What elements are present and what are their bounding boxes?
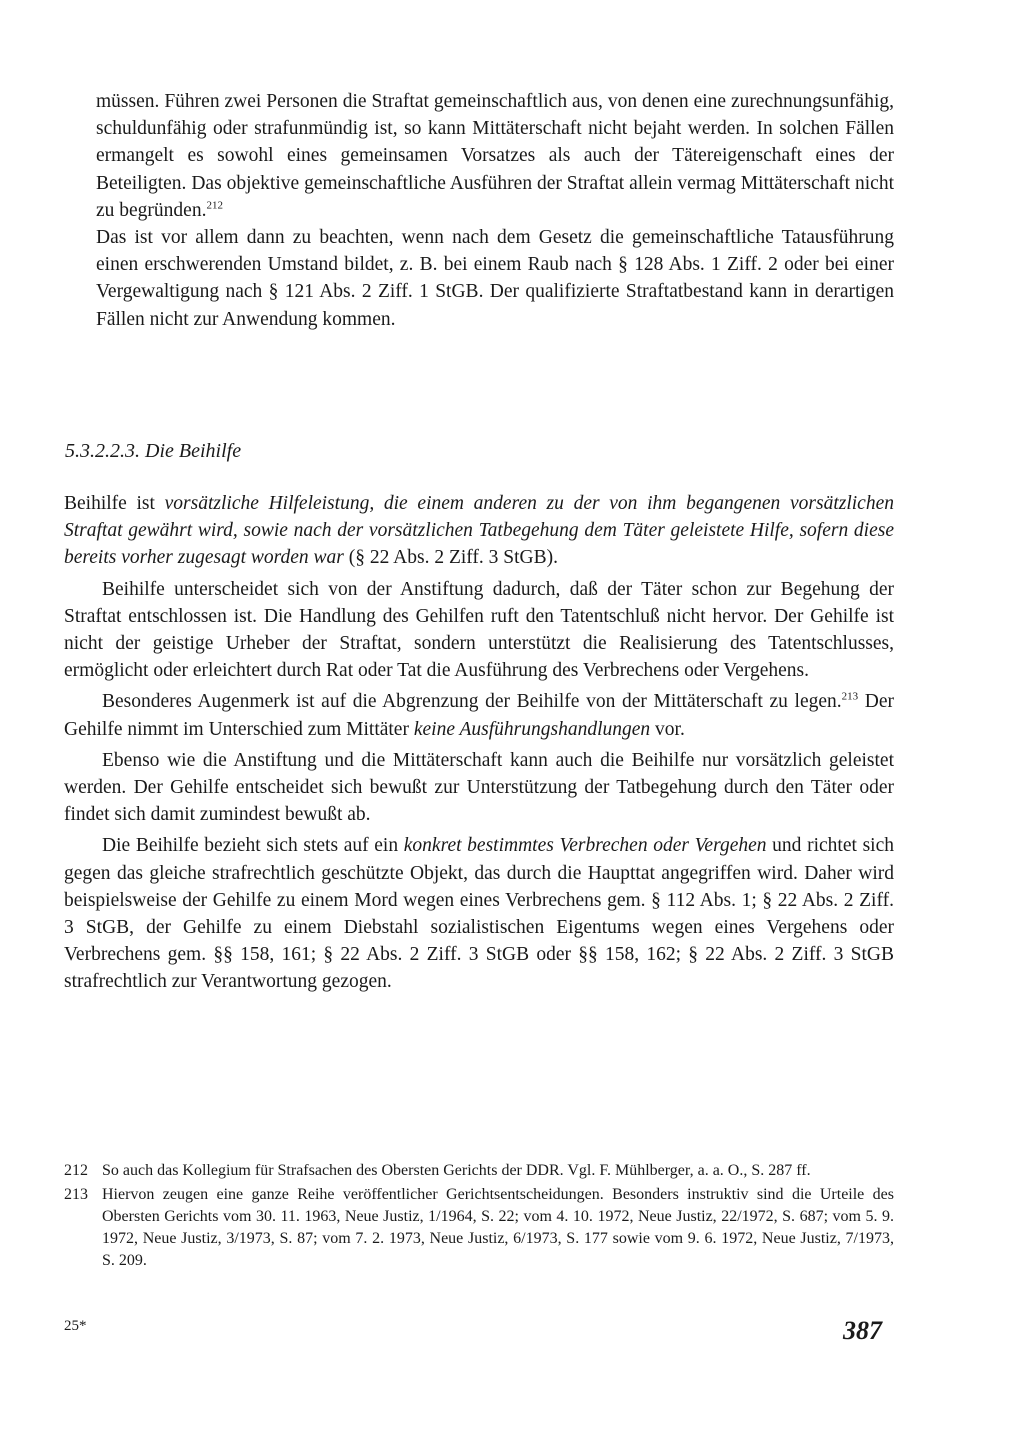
text-block-beihilfe [64,490,894,996]
section-heading: 5.3.2.2.3. Die Beihilfe [65,440,242,462]
footnote-ref: 213 [841,690,859,703]
emphasis: konkret bestimmtes Verbrechen oder Vergehen [403,835,767,857]
footnote [64,1160,894,1182]
footnote-number: 212 [64,1162,88,1179]
paragraph [64,490,894,572]
footnote-number: 213 [64,1186,88,1203]
footnote-text: Hiervon zeugen eine ganze Reihe veröffentlicher Gerichtsentscheidungen. Besonders instruktiv sind die Urteile des Obersten Gerichts vom 30. 11. 1963, Neue Justiz, 1/1964, S. 22; vom 4. 10. 1972, Neue Justiz, 22/1972, S. 687; vom 5. 9. 1972, Neue Justiz, 3/1973, S. 87; vom 7. 2. 1973, Neue Justiz, 6/1973, S. 177 sowie vom 9. 6. 1972, Neue Justiz, 7/1973, S. 209. [102,1186,894,1269]
paragraph-text: Der Gehilfe nimmt im Unterschied zum Mittäter [64,691,895,740]
paragraph-text: Beihilfe ist [64,493,165,514]
paragraph [64,688,894,742]
paragraph-text: Besonderes Augenmerk ist auf die Abgrenzung der Beihilfe von der Mittäterschaft zu legen. [102,691,842,713]
paragraph-text: (§ 22 Abs. 2 Ziff. 3 StGB). [343,547,559,569]
text-block-continuation [96,88,894,333]
footnotes [64,1160,894,1274]
paragraph-text: müssen. Führen zwei Personen die Straftat gemeinschaftlich aus, von denen eine zurechnungsunfähig, schuldunfähig oder strafunmündig ist, so kann Mittäterschaft nicht bejaht werden. In solchen Fällen ermangelt es sowohl eines gemeinsamen Vorsatzes als auch der Tätereigenschaft eines der Beteiligten. Das objektive gemeinschaftliche Ausführen der Straftat allein vermag Mittäterschaft nicht zu begründen. [96,91,894,221]
paragraph-text: vor. [650,718,685,740]
paragraph: Beihilfe unterscheidet sich von der Anstiftung dadurch, daß der Täter schon zur Begehung der Straftat entschlossen ist. Die Handlung des Gehilfen ruft den Tatentschluß nicht hervor. Der Gehilfe ist nicht der geistige Urheber der Straftat, sondern unterstützt die Realisierung des Tatentschlusses, ermöglicht oder erleichtert durch Rat oder Tat die Ausführung des Verbrechens oder Vergehens. [64,578,894,682]
paragraph-text: und richtet sich gegen das gleiche strafrechtlich geschützte Objekt, das durch die Haupttat angegriffen wird. Daher wird beispielsweise der Gehilfe zu einem Mord wegen eines Verbrechens gem. § 112 Abs. 1; § 22 Abs. 2 Ziff. 3 StGB, der Gehilfe zu einem Diebstahl sozialistischen Eigentums wegen eines Vergehens oder Verbrechens gem. §§ 158, 161; § 22 Abs. 2 Ziff. 3 StGB oder §§ 158, 162; § 22 Abs. 2 Ziff. 3 StGB strafrechtlich zur Verantwortung gezogen. [64,835,894,993]
paragraph [64,832,894,995]
footnote-ref: 212 [206,199,223,212]
paragraph: Das ist vor allem dann zu beachten, wenn nach dem Gesetz die gemeinschaftliche Tatausführung einen erschwerenden Umstand bildet, z. B. bei einem Raub nach § 128 Abs. 1 Ziff. 2 oder bei einer Vergewaltigung nach § 121 Abs. 2 Ziff. 1 StGB. Der qualifizierte Straftatbestand kann in derartigen Fällen nicht zur Anwendung kommen. [96,227,894,330]
emphasis: keine Ausführungshandlungen [413,718,651,740]
footnote-text: So auch das Kollegium für Strafsachen des Obersten Gerichts der DDR. Vgl. F. Mühlberger, a. a. O., S. 287 ff. [102,1162,811,1179]
paragraph-text: Die Beihilfe bezieht sich stets auf ein [102,835,404,857]
emphasis: vorsätzliche Hilfeleistung, die einem anderen zu der von ihm begangenen vorsätzlichen Straftat gewährt wird, sowie nach der vorsätzlichen Tatbegehung dem Täter geleistete Hilfe, sofern diese bereits vorher zugesagt worden war [64,493,894,569]
paragraph: Ebenso wie die Anstiftung und die Mittäterschaft kann auch die Beihilfe nur vorsätzlich geleistet werden. Der Gehilfe entscheidet sich bewußt zur Unterstützung der Tatbegehung durch den Täter oder findet sich damit zumindest bewußt ab. [64,749,894,826]
sheet-signature: 25* [64,1318,87,1334]
paragraph [96,88,894,224]
footnote [64,1184,894,1272]
page-number: 387 [843,1316,882,1345]
